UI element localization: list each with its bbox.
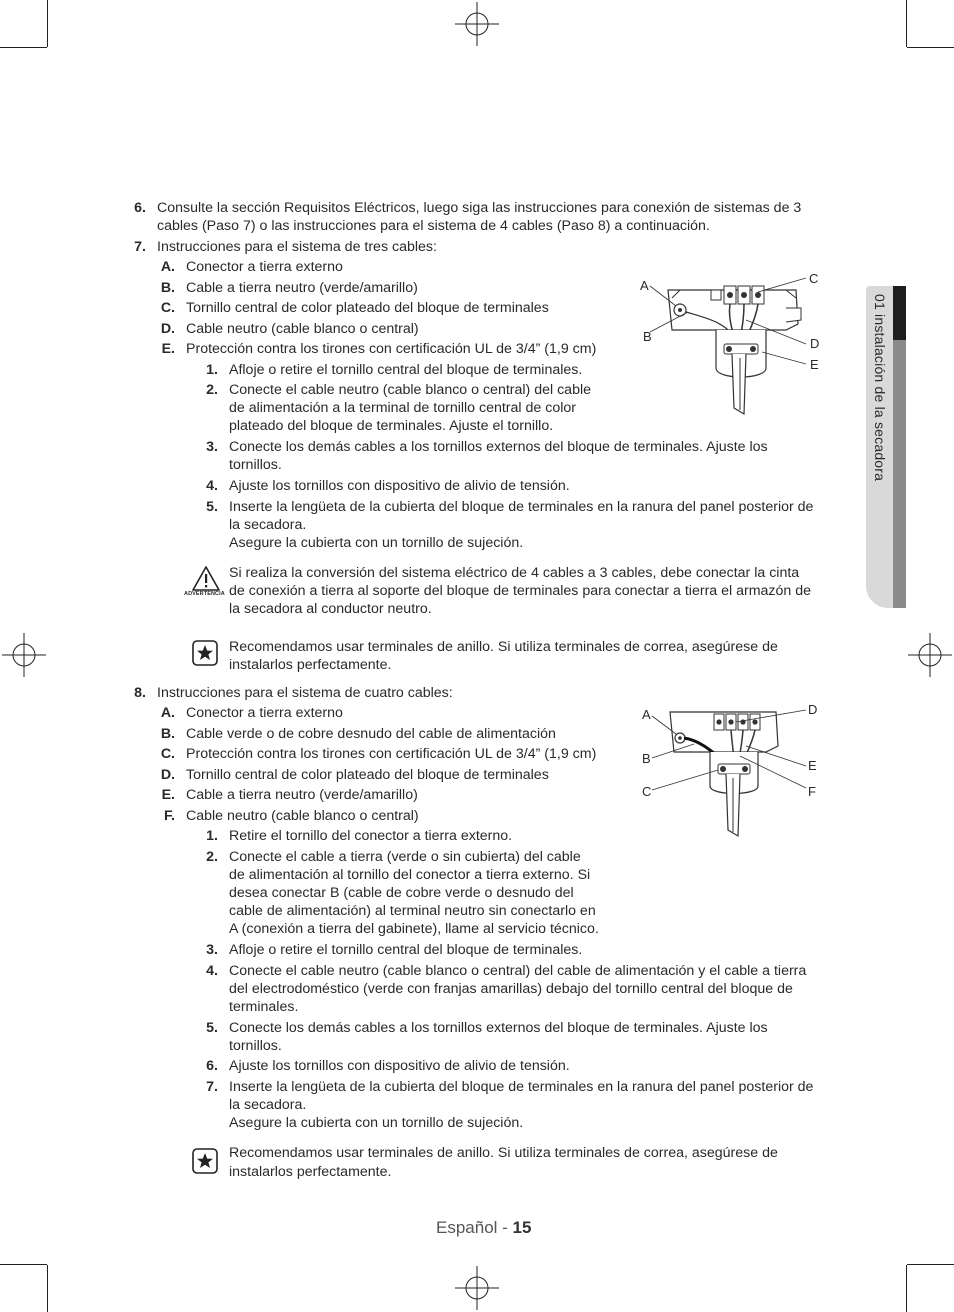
diagram-label: D xyxy=(808,702,818,717)
part-text: Protección contra los tirones con certificación UL de 3/4” (1,9 cm) xyxy=(186,746,597,762)
three-wire-diagram xyxy=(636,268,836,416)
registration-mark xyxy=(908,633,952,677)
crop-mark xyxy=(906,1265,907,1312)
diagram-label: B xyxy=(643,329,652,344)
substep-text: Asegure la cubierta con un tornillo de sujeción. xyxy=(229,1115,524,1131)
substep-text: terminales. xyxy=(229,999,299,1015)
part-text: Protección contra los tirones con certificación UL de 3/4” (1,9 cm) xyxy=(186,341,597,357)
substep-text: Conecte los demás cables a los tornillos externos del bloque de terminales. Ajuste los xyxy=(229,439,768,455)
page-footer xyxy=(436,1218,531,1238)
substep-text: del electrodoméstico (verde con franjas amarillas) debajo del tornillo central del bloque de xyxy=(229,981,793,997)
page-number: 15 xyxy=(512,1218,532,1237)
diagram-label: B xyxy=(642,751,651,766)
crop-mark xyxy=(47,1265,48,1312)
substep-number: 4. xyxy=(206,963,218,979)
registration-mark xyxy=(455,1266,499,1310)
warning-text: Si realiza la conversión del sistema eléctrico de 4 cables a 3 cables, debe conectar la cinta xyxy=(229,565,800,581)
step-text: Consulte la sección Requisitos Eléctricos, luego siga las instrucciones para conexión de sistemas de 3 xyxy=(157,200,802,216)
substep-text: Retire el tornillo del conector a tierra externo. xyxy=(229,828,513,844)
part-letter: B. xyxy=(160,726,175,742)
diagram-label: A xyxy=(640,278,649,293)
part-text: Cable a tierra neutro (verde/amarillo) xyxy=(186,787,418,803)
part-letter: E. xyxy=(161,341,175,357)
step-text: cables (Paso 7) o las instrucciones para el sistema de 4 cables (Paso 8) a continuación. xyxy=(157,218,710,234)
crop-mark xyxy=(906,0,907,47)
step-number: 7. xyxy=(134,239,146,255)
part-letter: C. xyxy=(160,746,175,762)
side-tab-stripe xyxy=(893,340,906,608)
warning-text: la secadora al conductor neutro. xyxy=(229,601,432,617)
note-text: instalarlos perfectamente. xyxy=(229,1164,392,1180)
substep-number: 2. xyxy=(206,382,218,398)
substep-text: Afloje o retire el tornillo central del bloque de terminales. xyxy=(229,362,583,378)
note-text: Recomendamos usar terminales de anillo. Si utiliza terminales de correa, asegúrese de xyxy=(229,639,778,655)
substep-number: 3. xyxy=(206,942,218,958)
substep-number: 1. xyxy=(206,828,218,844)
part-text: Conector a tierra externo xyxy=(186,259,343,275)
substep-text: Inserte la lengüeta de la cubierta del bloque de terminales en la ranura del panel posterior de xyxy=(229,1079,814,1095)
part-letter: D. xyxy=(160,767,175,783)
registration-mark xyxy=(2,633,46,677)
crop-mark xyxy=(47,0,48,47)
substep-text: cable de alimentación) al terminal neutro sin conectarlo en xyxy=(229,903,596,919)
part-text: Tornillo central de color plateado del bloque de terminales xyxy=(186,767,549,783)
part-letter: E. xyxy=(161,787,175,803)
star-note-icon xyxy=(192,640,218,666)
substep-text: Ajuste los tornillos con dispositivo de alivio de tensión. xyxy=(229,1058,570,1074)
substep-text: tornillos. xyxy=(229,457,282,473)
step-number: 6. xyxy=(134,200,146,216)
substep-number: 7. xyxy=(206,1079,218,1095)
part-letter: A. xyxy=(160,705,175,721)
diagram-label: E xyxy=(810,357,819,372)
warning-icon xyxy=(191,565,221,593)
side-tab-marker xyxy=(893,286,906,340)
substep-number: 3. xyxy=(206,439,218,455)
registration-mark xyxy=(455,2,499,46)
part-text: Cable a tierra neutro (verde/amarillo) xyxy=(186,280,418,296)
substep-text: Conecte el cable neutro (cable blanco o central) del cable de alimentación y el cable a tierra xyxy=(229,963,807,979)
part-letter: F. xyxy=(163,808,175,824)
warning-text: de conexión a tierra al soporte del bloque de terminales para conectar a tierra el armazón de xyxy=(229,583,812,599)
part-text: Cable neutro (cable blanco o central) xyxy=(186,321,419,337)
substep-text: la secadora. xyxy=(229,1097,307,1113)
diagram-label: D xyxy=(810,336,820,351)
substep-text: Conecte los demás cables a los tornillos externos del bloque de terminales. Ajuste los xyxy=(229,1020,768,1036)
substep-text: de alimentación a la terminal de tornillo central de color xyxy=(229,400,576,416)
diagram-label: E xyxy=(808,758,817,773)
part-letter: B. xyxy=(160,280,175,296)
substep-text: Inserte la lengüeta de la cubierta del bloque de terminales en la ranura del panel posterior de xyxy=(229,499,814,515)
diagram-label: C xyxy=(642,784,652,799)
substep-text: plateado del bloque de terminales. Ajuste el tornillo. xyxy=(229,418,554,434)
substep-text: Conecte el cable a tierra (verde o sin cubierta) del cable xyxy=(229,849,581,865)
substep-number: 2. xyxy=(206,849,218,865)
substep-text: de alimentación al tornillo del conector a tierra externo. Si xyxy=(229,867,591,883)
step-number: 8. xyxy=(134,685,146,701)
substep-text: tornillos. xyxy=(229,1038,282,1054)
star-note-icon xyxy=(192,1148,218,1174)
substep-text: la secadora. xyxy=(229,517,307,533)
part-text: Tornillo central de color plateado del bloque de terminales xyxy=(186,300,549,316)
substep-text: Asegure la cubierta con un tornillo de sujeción. xyxy=(229,535,524,551)
crop-mark xyxy=(907,1264,954,1265)
diagram-label: A xyxy=(642,707,651,722)
note-text: instalarlos perfectamente. xyxy=(229,657,392,673)
substep-number: 5. xyxy=(206,1020,218,1036)
substep-number: 1. xyxy=(206,362,218,378)
step-title: Instrucciones para el sistema de cuatro cables: xyxy=(157,685,453,701)
substep-text: Afloje o retire el tornillo central del bloque de terminales. xyxy=(229,942,583,958)
side-tab-label: 01 instalación de la secadora xyxy=(872,294,888,482)
note-text: Recomendamos usar terminales de anillo. Si utiliza terminales de correa, asegúrese de xyxy=(229,1145,778,1161)
part-letter: D. xyxy=(160,321,175,337)
part-letter: A. xyxy=(160,259,175,275)
part-text: Cable verde o de cobre desnudo del cable de alimentación xyxy=(186,726,556,742)
substep-text: Conecte el cable neutro (cable blanco o central) del cable xyxy=(229,382,592,398)
crop-mark xyxy=(0,47,47,48)
four-wire-diagram xyxy=(636,700,836,840)
substep-text: Ajuste los tornillos con dispositivo de alivio de tensión. xyxy=(229,478,570,494)
crop-mark xyxy=(0,1264,47,1265)
diagram-label: F xyxy=(808,784,816,799)
diagram-label: C xyxy=(809,271,819,286)
part-text: Conector a tierra externo xyxy=(186,705,343,721)
substep-number: 5. xyxy=(206,499,218,515)
substep-number: 4. xyxy=(206,478,218,494)
substep-text: A (conexión a tierra del gabinete), llame al servicio técnico. xyxy=(229,921,599,937)
crop-mark xyxy=(907,47,954,48)
substep-number: 6. xyxy=(206,1058,218,1074)
substep-text: desea conectar B (cable de cobre verde o desnudo del xyxy=(229,885,574,901)
footer-language: Español - xyxy=(436,1218,513,1237)
part-letter: C. xyxy=(160,300,175,316)
warning-icon-label: ADVERTENCIA xyxy=(184,591,225,597)
part-text: Cable neutro (cable blanco o central) xyxy=(186,808,419,824)
step-title: Instrucciones para el sistema de tres cables: xyxy=(157,239,437,255)
